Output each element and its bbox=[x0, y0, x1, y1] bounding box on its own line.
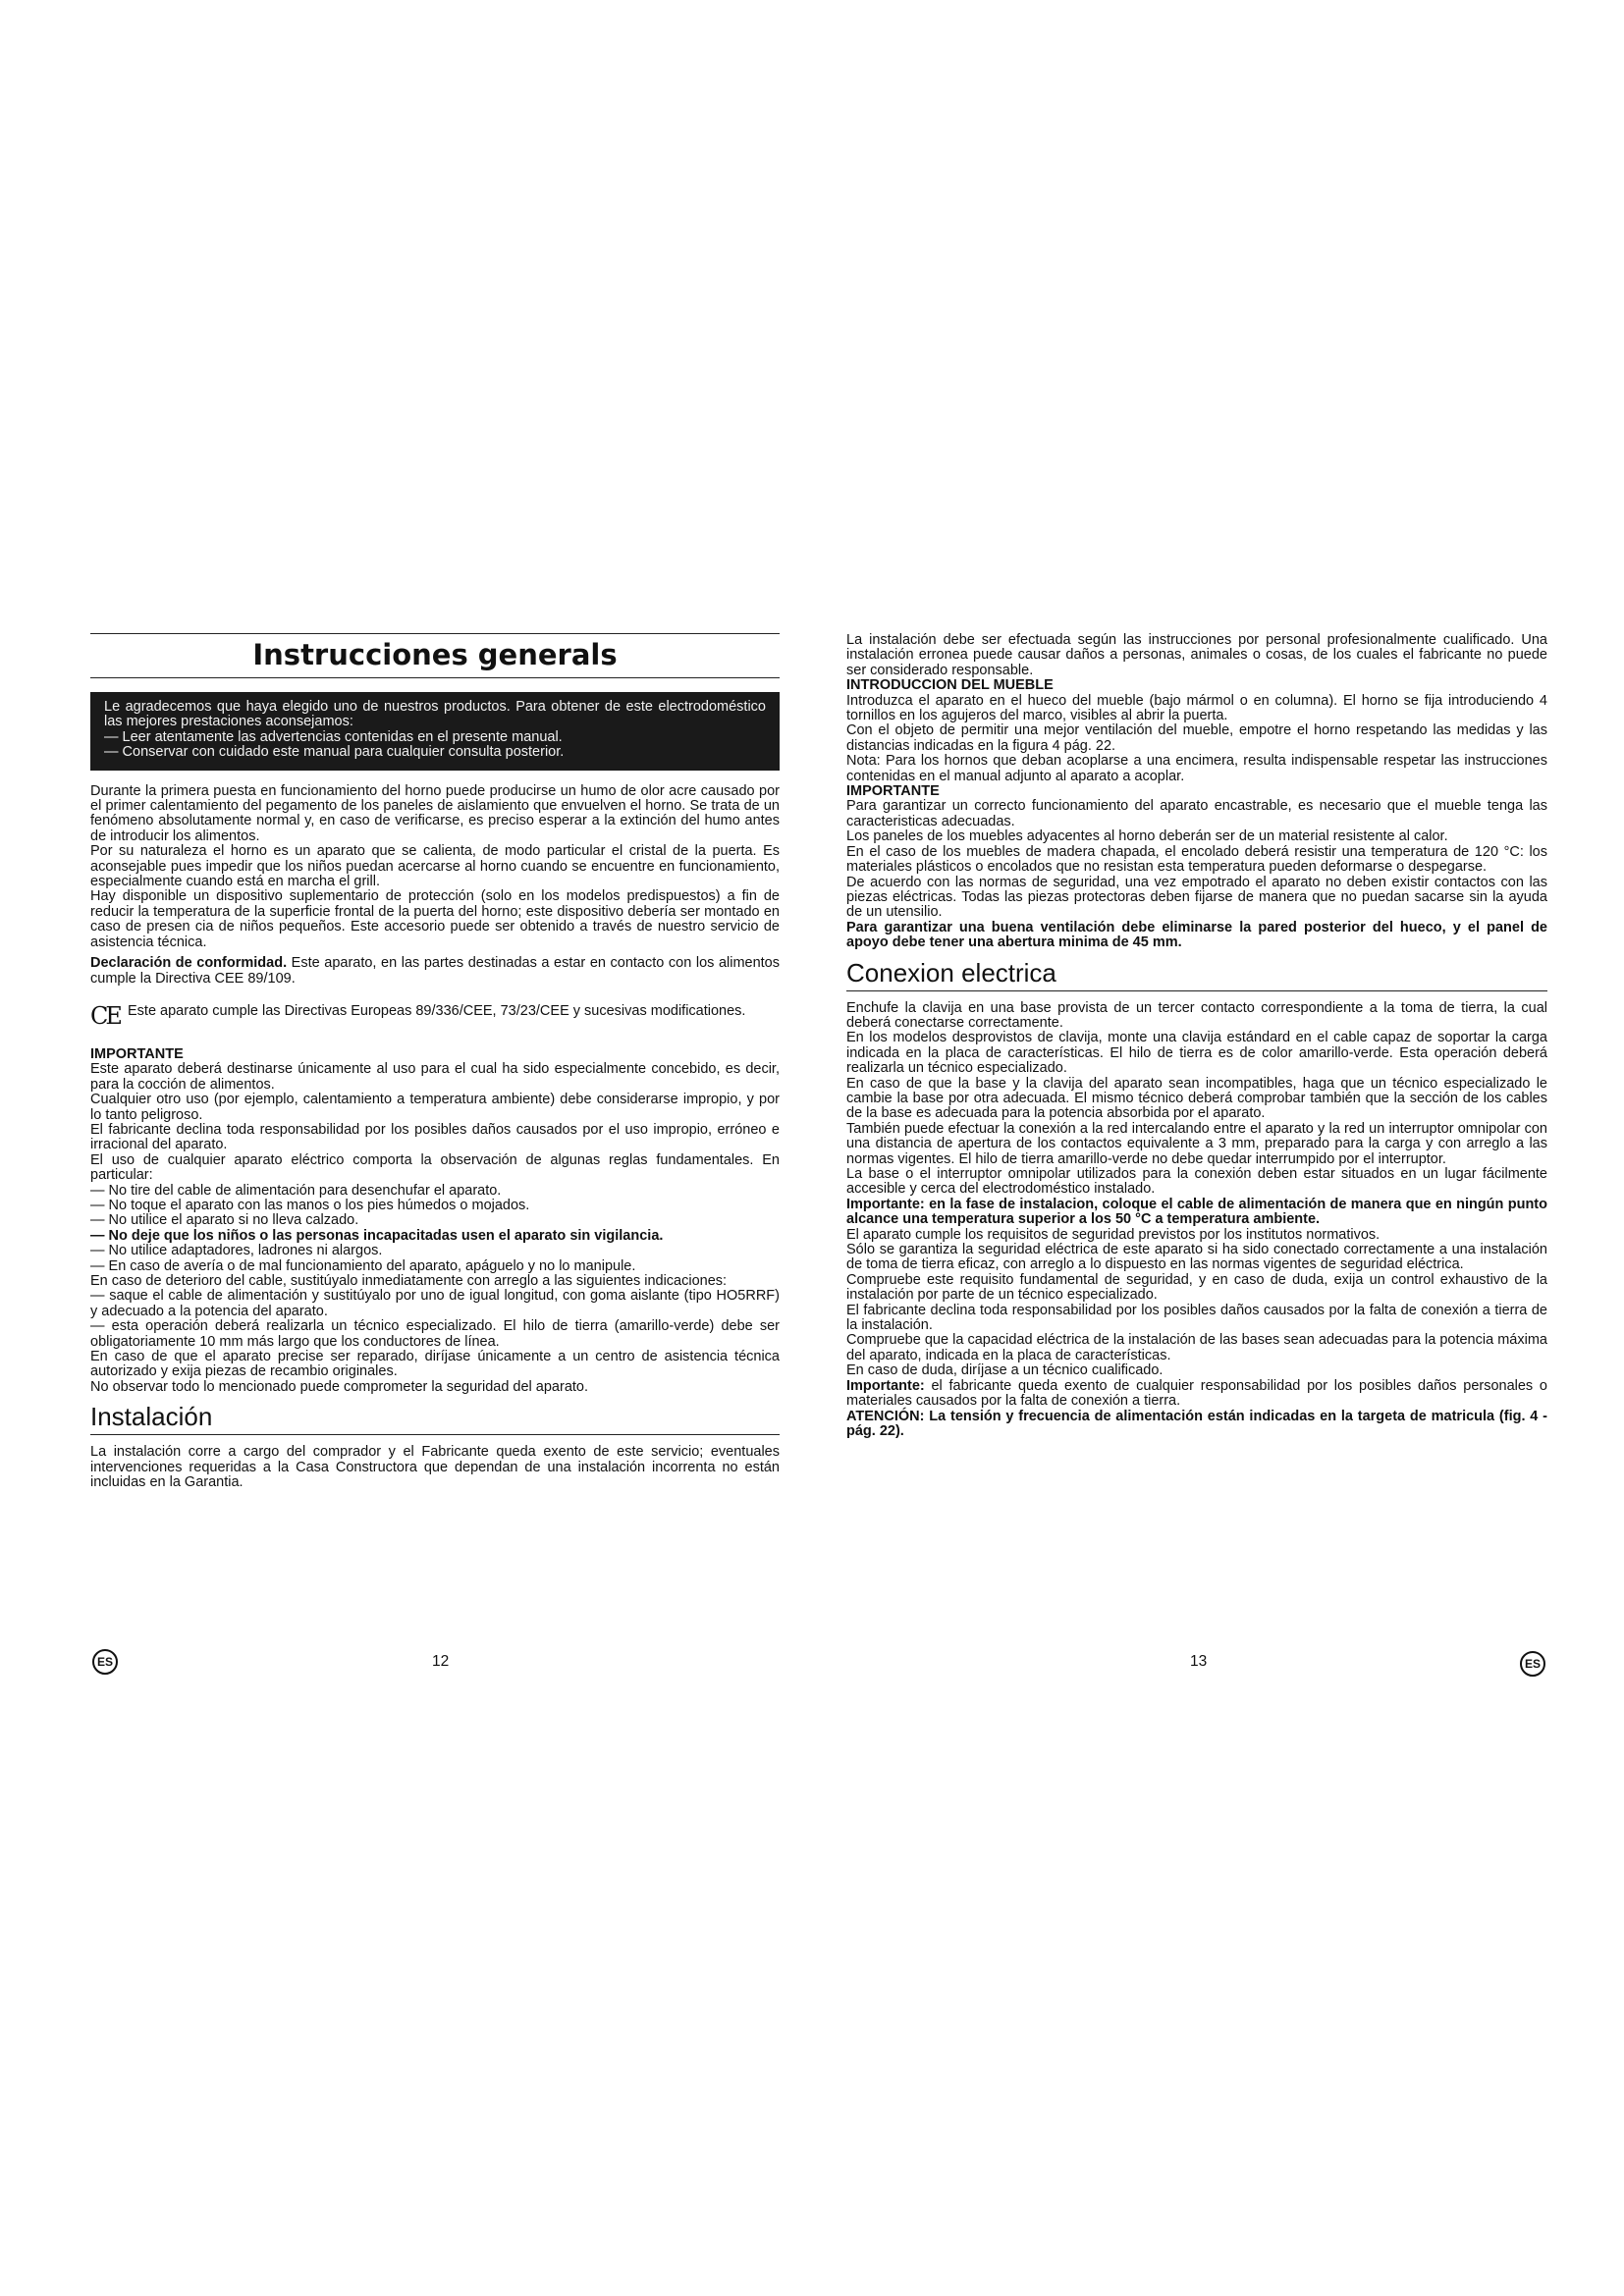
importante-heading: IMPORTANTE bbox=[846, 783, 940, 800]
importante-line: — En caso de avería o de mal funcionamiento del aparato, apáguelo y no lo manipule. bbox=[90, 1257, 636, 1274]
conexion-line: El aparato cumple los requisitos de seguridad previstos por los institutos normativos. bbox=[846, 1226, 1380, 1243]
declaration-text: Este aparato, en las partes destinadas a estar en contacto con los alimentos cumple la Directiva CEE 89/109. bbox=[90, 955, 781, 987]
importante-line: En caso de deterioro del cable, sustitúyalo inmediatamente con arreglo a las siguientes indicaciones: bbox=[90, 1273, 728, 1289]
title-rule-bottom bbox=[90, 677, 780, 678]
importante-line: Para garantizar un correcto funcionamiento del aparato encastrable, es necesario que el mueble tenga las caracteristicas adecuadas. bbox=[846, 798, 1547, 829]
importante-line: — No toque el aparato con las manos o los pies húmedos o mojados. bbox=[90, 1197, 530, 1213]
es-language-icon: ES bbox=[1520, 1651, 1545, 1677]
importante-line: En caso de que el aparato precise ser reparado, diríjase únicamente a un centro de asistencia técnica autorizado y exija piezas de recambio originales. bbox=[90, 1349, 780, 1380]
title-rule-top bbox=[90, 633, 780, 634]
page-number-right: 13 bbox=[1190, 1653, 1208, 1670]
importante-line: El fabricante declina toda responsabilidad por los posibles daños causados por el uso impropio, erróneo e irracional del aparato. bbox=[90, 1121, 780, 1153]
importante-line: De acuerdo con las normas de seguridad, una vez empotrado el aparato no deben existir contactos con las piezas eléctricas. Todas las piezas protectoras deben fijarse de manera que no puedan sacarse sin la ayuda de un utensilio. bbox=[846, 874, 1547, 921]
conexion-line: El fabricante declina toda responsabilidad por los posibles daños causados por la falta de conexión a tierra de la instalación. bbox=[846, 1302, 1547, 1334]
mueble-line: Introduzca el aparato en el hueco del mueble (bajo mármol o en columna). El horno se fija introduciendo 4 tornillos en los agujeros del marco, visibles al abrir la puerta. bbox=[846, 692, 1547, 724]
importante-text: el fabricante queda exento de cualquier responsabilidad por los posibles daños personales o materiales causados por la falta de conexión a tierra. bbox=[846, 1377, 1547, 1410]
conexion-line: También puede efectuar la conexión a la red intercalando entre el aparato y la red un interruptor omnipolar con una distancia de apertura de los contactos equivalente a 3 mm, preparado para la carga y con arreglo a las normas vigentes. El hilo de tierra amarillo-verde no debe quedar interrumpido por el interruptor. bbox=[846, 1120, 1547, 1167]
importante-heading: IMPORTANTE bbox=[90, 1045, 184, 1062]
conexion-line: La base o el interruptor omnipolar utilizados para la conexión deben estar situados en un lugar fácilmente accesible y cerca del electrodoméstico instalado. bbox=[846, 1166, 1547, 1198]
paragraph: Hay disponible un dispositivo suplementario de protección (solo en los modelos predispuestos) a fin de reducir la temperatura de la superficie frontal de la puerta del horno; este dispositivo debería ser montado en caso de presen cia de niños pequeños. Este accesorio puede ser obtenido a través de nuestro servicio de asistencia técnica. bbox=[90, 888, 780, 950]
instalacion-text: La instalación corre a cargo del comprador y el Fabricante queda exento de este servicio; eventuales intervenciones requeridas a la Casa Constructora que dependan de una instalación incorrenta no están incluidas en la Garantia. bbox=[90, 1444, 780, 1491]
importante-line: Los paneles de los muebles adyacentes al horno deberán ser de un material resistente al calor. bbox=[846, 828, 1448, 845]
importante-line: No observar todo lo mencionado puede comprometer la seguridad del aparato. bbox=[90, 1378, 589, 1395]
importante-line: Cualquier otro uso (por ejemplo, calentamiento a temperatura ambiente) debe considerarse impropio, y por lo tanto peligroso. bbox=[90, 1092, 780, 1123]
left-page-column bbox=[90, 633, 780, 1490]
right-page-column bbox=[846, 633, 1547, 1439]
es-language-icon: ES bbox=[92, 1649, 118, 1675]
importante-line: En el caso de los muebles de madera chapada, el encolado deberá resistir una temperatura de 120 °C: los materiales plásticos o encolados que no resistan esta temperatura pueden deformarse o despegarse. bbox=[846, 843, 1547, 876]
declaration-paragraph bbox=[90, 956, 780, 987]
page-number-left: 12 bbox=[432, 1653, 450, 1670]
atencion-note: ATENCIÓN: La tensión y frecuencia de alimentación están indicadas en la targeta de matricula (fig. 4 - pág. 22). bbox=[846, 1408, 1547, 1439]
conexion-line: Compruebe que la capacidad eléctrica de la instalación de las bases sean adecuadas para la potencia máxima del aparato, indicada en la placa de características. bbox=[846, 1332, 1547, 1363]
section-heading-instalacion: Instalación bbox=[90, 1401, 780, 1435]
ce-mark-icon: CE bbox=[90, 1001, 120, 1030]
page-title: Instrucciones generals bbox=[252, 638, 618, 671]
intro-line: Le agradecemos que haya elegido uno de nuestros productos. Para obtener de este electrodoméstico las mejores prestaciones aconsejamos: bbox=[104, 699, 766, 730]
importante-line: — No utilice adaptadores, ladrones ni alargos. bbox=[90, 1243, 383, 1259]
ventilation-bold-note: Para garantizar una buena ventilación debe eliminarse la pared posterior del hueco, y el panel de apoyo debe tener una abertura minima de 45 mm. bbox=[846, 919, 1547, 951]
conexion-line: Enchufe la clavija en una base provista de un tercer contacto correspondiente a la toma de tierra, la cual deberá conectarse correctamente. bbox=[846, 999, 1547, 1031]
importante-line: — No utilice el aparato si no lleva calzado. bbox=[90, 1212, 359, 1229]
intro-line: — Leer atentamente las advertencias contenidas en el presente manual. bbox=[104, 728, 563, 745]
ce-statement bbox=[90, 1001, 780, 1030]
importante-line: — saque el cable de alimentación y sustitúyalo por uno de igual longitud, con goma aislante (tipo HO5RRF) y adecuado a la potencia del aparato. bbox=[90, 1288, 780, 1319]
importante-line: El uso de cualquier aparato eléctrico comporta la observación de algunas reglas fundamentales. En particular: bbox=[90, 1151, 780, 1184]
importante-label: Importante: bbox=[846, 1377, 925, 1394]
paragraph: Por su naturaleza el horno es un aparato que se calienta, de modo particular el cristal de la puerta. Es aconsejable pues impedir que los niños puedan acercarse al horno cuando se encuentre en funcionamiento, especialmente cuando está en marcha el grill. bbox=[90, 843, 780, 890]
importante-line: — esta operación deberá realizarla un técnico especializado. El hilo de tierra (amarillo-verde) debe ser obligatoriamente 10 mm más largo que los conductores de línea. bbox=[90, 1318, 780, 1350]
importante-bold-warning: — No deje que los niños o las personas incapacitadas usen el aparato sin vigilancia. bbox=[90, 1227, 664, 1244]
conexion-line: En caso de duda, diríjase a un técnico cualificado. bbox=[846, 1362, 1164, 1379]
importante-liability bbox=[846, 1379, 1547, 1410]
ce-text: Este aparato cumple las Directivas Europeas 89/336/CEE, 73/23/CEE y sucesivas modificationes. bbox=[128, 1002, 746, 1019]
section-heading-conexion: Conexion electrica bbox=[846, 957, 1547, 991]
intro-line: — Conservar con cuidado este manual para cualquier consulta posterior. bbox=[104, 744, 565, 761]
conexion-line: Compruebe este requisito fundamental de seguridad, y en caso de duda, exija un control exhaustivo de la instalación por parte de un técnico especializado. bbox=[846, 1271, 1547, 1304]
importante-line: — No tire del cable de alimentación para desenchufar el aparato. bbox=[90, 1182, 502, 1199]
importante-line: Este aparato deberá destinarse únicamente al uso para el cual ha sido especialmente concebido, es decir, para la cocción de alimentos. bbox=[90, 1061, 780, 1093]
mueble-line: Nota: Para los hornos que deban acoplarse a una encimera, resulta indispensable respetar las instrucciones contenidas en el manual adjunto al aparato a acoplar. bbox=[846, 753, 1547, 784]
mueble-line: Con el objeto de permitir una mejor ventilación del mueble, empotre el horno respetando las medidas y las distancias indicadas en la figura 4 pág. 22. bbox=[846, 722, 1547, 754]
paragraph: La instalación debe ser efectuada según las instrucciones por personal profesionalmente cualificado. Una instalación erronea puede causar daños a personas, animales o cosas, de los cuales el fabricante no puede ser considerado responsable. bbox=[846, 632, 1547, 678]
declaration-label: Declaración de conformidad. bbox=[90, 955, 288, 972]
paragraph: Durante la primera puesta en funcionamiento del horno puede producirse un humo de olor acre causado por el primer calentamiento del pegamento de los paneles de aislamiento que envuelven el horno. Se trata de un fenómeno absolutamente normal y, en caso de verificarse, es preciso esperar a la extinción del humo antes de introducir los alimentos. bbox=[90, 782, 780, 844]
conexion-line: En los modelos desprovistos de clavija, monte una clavija estándard en el cable capaz de soportar la carga indicada en la placa de características. El hilo de tierra es de color amarillo-verde. Esta operación deberá realizarla un técnico especializado. bbox=[846, 1030, 1547, 1077]
conexion-line: En caso de que la base y la clavija del aparato sean incompatibles, haga que un técnico especializado le cambie la base por otra adecuada. El mismo técnico deberá comprobar también que la sección de los cables de la base es adecuada para la potencia absorbida por el aparato. bbox=[846, 1075, 1547, 1122]
conexion-bold-note: Importante: en la fase de instalacion, coloque el cable de alimentación de manera que en ningún punto alcance una temperatura superior a los 50 °C a temperatura ambiente. bbox=[846, 1196, 1547, 1228]
conexion-line: Sólo se garantiza la seguridad eléctrica de este aparato si ha sido conectado correctamente a una instalación de toma de tierra eficaz, con arreglo a lo dispuesto en las normas vigentes de seguridad eléctrica. bbox=[846, 1242, 1547, 1273]
intro-box bbox=[90, 692, 780, 771]
mueble-heading: INTRODUCCION DEL MUEBLE bbox=[846, 677, 1054, 694]
